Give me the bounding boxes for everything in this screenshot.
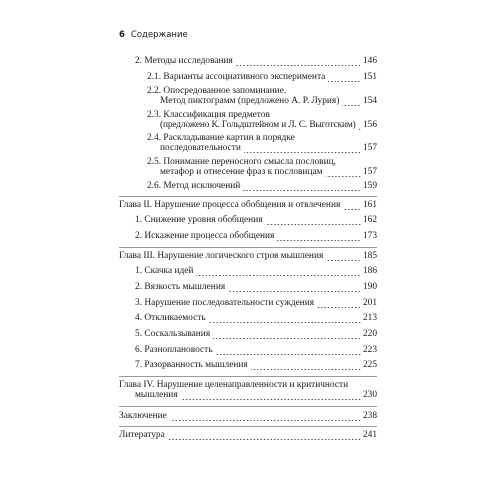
dot-leader (168, 439, 361, 440)
toc-entry-page: 238 (362, 411, 377, 421)
dot-leader (216, 354, 361, 355)
toc-entry-page: 190 (362, 282, 377, 292)
section-divider (119, 376, 377, 377)
toc-entry-page: 186 (362, 266, 377, 276)
toc-entry-title: 7. Разорванность мышления (135, 360, 248, 370)
header-title: Содержание (130, 30, 188, 40)
toc-entry (135, 313, 377, 325)
dot-leader (213, 338, 361, 339)
toc-entry-title: Заключение (119, 411, 167, 421)
dot-leader (266, 224, 361, 225)
dot-leader (342, 105, 361, 106)
toc-entry-page: 220 (362, 329, 377, 339)
toc-entry-page: 185 (362, 251, 377, 261)
dot-leader (181, 399, 361, 400)
toc-entry-page: 159 (362, 181, 377, 191)
toc-entry-first-line: 2.2. Опосредованное запоминание. (147, 86, 287, 96)
toc-entry-title: 3. Нарушение последовательности суждения (135, 298, 315, 308)
toc-chapter-entry (119, 430, 377, 442)
dot-leader (228, 291, 361, 292)
dot-leader (251, 369, 361, 370)
toc-entry-title: 2. Методы исследования (135, 56, 233, 66)
toc-entry (135, 215, 377, 227)
dot-leader (317, 307, 361, 308)
toc-entry-page: 201 (362, 298, 377, 308)
dot-leader (328, 81, 361, 82)
toc-entry-page: 154 (362, 96, 377, 106)
toc-entry (135, 231, 377, 243)
toc-entry-page: 156 (362, 120, 377, 130)
running-header (119, 30, 188, 40)
toc-entry-page: 146 (362, 56, 377, 66)
toc-entry-page: 225 (362, 360, 377, 370)
toc-entry-title: 2. Искажение процесса обобщения (135, 231, 275, 241)
section-divider (119, 247, 377, 248)
dot-leader (170, 420, 361, 421)
toc-entry (135, 360, 377, 372)
section-divider (119, 406, 377, 407)
header-page-number: 6 (119, 30, 125, 40)
toc-entry (135, 282, 377, 294)
dot-leader (244, 152, 361, 153)
toc-entry-page: 213 (362, 313, 377, 323)
toc-entry-title: 1. Скачка идей (135, 266, 194, 276)
toc-entry-page: 173 (362, 231, 377, 241)
toc-entry (160, 167, 377, 179)
toc-entry (147, 181, 377, 193)
toc-entry (160, 120, 377, 132)
dot-leader (343, 209, 361, 210)
toc-entry-title: 2. Вязкость мышления (135, 282, 226, 292)
toc-entry-title: 4. Откликаемость (135, 313, 206, 323)
toc-entry-page: 241 (362, 430, 377, 440)
toc-entry-page: 157 (362, 167, 377, 177)
toc-entry-title: Глава II. Нарушение процесса обобщения и отвлечения (119, 200, 341, 210)
toc-chapter-first-line: Глава IV. Нарушение целенаправленности и критичности (119, 380, 349, 390)
dot-leader (209, 322, 361, 323)
dot-leader (359, 129, 361, 130)
toc-entry (160, 143, 377, 155)
section-divider (119, 196, 377, 197)
toc-entry (160, 96, 377, 108)
toc-entry-title: 2.6. Метод исключений (147, 181, 241, 191)
toc-entry-title: Глава III. Нарушение логического строя мышления (119, 251, 324, 261)
dot-leader (326, 260, 361, 261)
dot-leader (236, 65, 361, 66)
dot-leader (243, 190, 361, 191)
toc-entry-first-line: 2.5. Понимание переносного смысла пословиц, (147, 157, 336, 167)
toc-chapter-entry (119, 411, 377, 423)
toc-chapter-entry (135, 390, 377, 402)
toc-entry-first-line: 2.4. Раскладывание картин в порядке (147, 133, 295, 143)
toc-entry-page: 161 (362, 200, 377, 210)
toc-chapter-entry (119, 200, 377, 212)
toc-entry-title: 2.1. Варианты ассоциативного эксперимента (147, 72, 326, 82)
toc-entry (135, 56, 377, 68)
dot-leader (326, 176, 361, 177)
toc-entry-page: 223 (362, 345, 377, 355)
toc-entry (147, 72, 377, 84)
toc-entry (135, 345, 377, 357)
section-divider (119, 426, 377, 427)
toc-entry-page: 230 (362, 390, 377, 400)
toc-entry-first-line: 2.3. Классификация предметов (147, 110, 270, 120)
toc-chapter-entry (119, 251, 377, 263)
toc-entry-title: мышления (135, 390, 178, 400)
toc-entry (135, 266, 377, 278)
toc-entry-title: Литература (119, 430, 165, 440)
dot-leader (196, 275, 361, 276)
dot-leader (277, 240, 361, 241)
toc-entry-title: 1. Снижение уровня обобщения (135, 215, 263, 225)
toc-entry (135, 329, 377, 341)
toc-entry-page: 162 (362, 215, 377, 225)
toc-entry-title: (предложено К. Гольдштейном и Л. С. Выготским) (160, 120, 356, 130)
toc-entry-page: 157 (362, 143, 377, 153)
toc-entry (135, 298, 377, 310)
toc-entry-title: 5. Соскальзывания (135, 329, 211, 339)
toc-entry-title: Метод пиктограмм (предложено А. Р. Лурия) (160, 96, 340, 106)
toc-entry-title: 6. Разноплановость (135, 345, 213, 355)
toc-entry-title: метафор и отнесение фраз к пословицам (160, 167, 323, 177)
toc-entry-page: 151 (362, 72, 377, 82)
toc-entry-title: последовательности (160, 143, 241, 153)
